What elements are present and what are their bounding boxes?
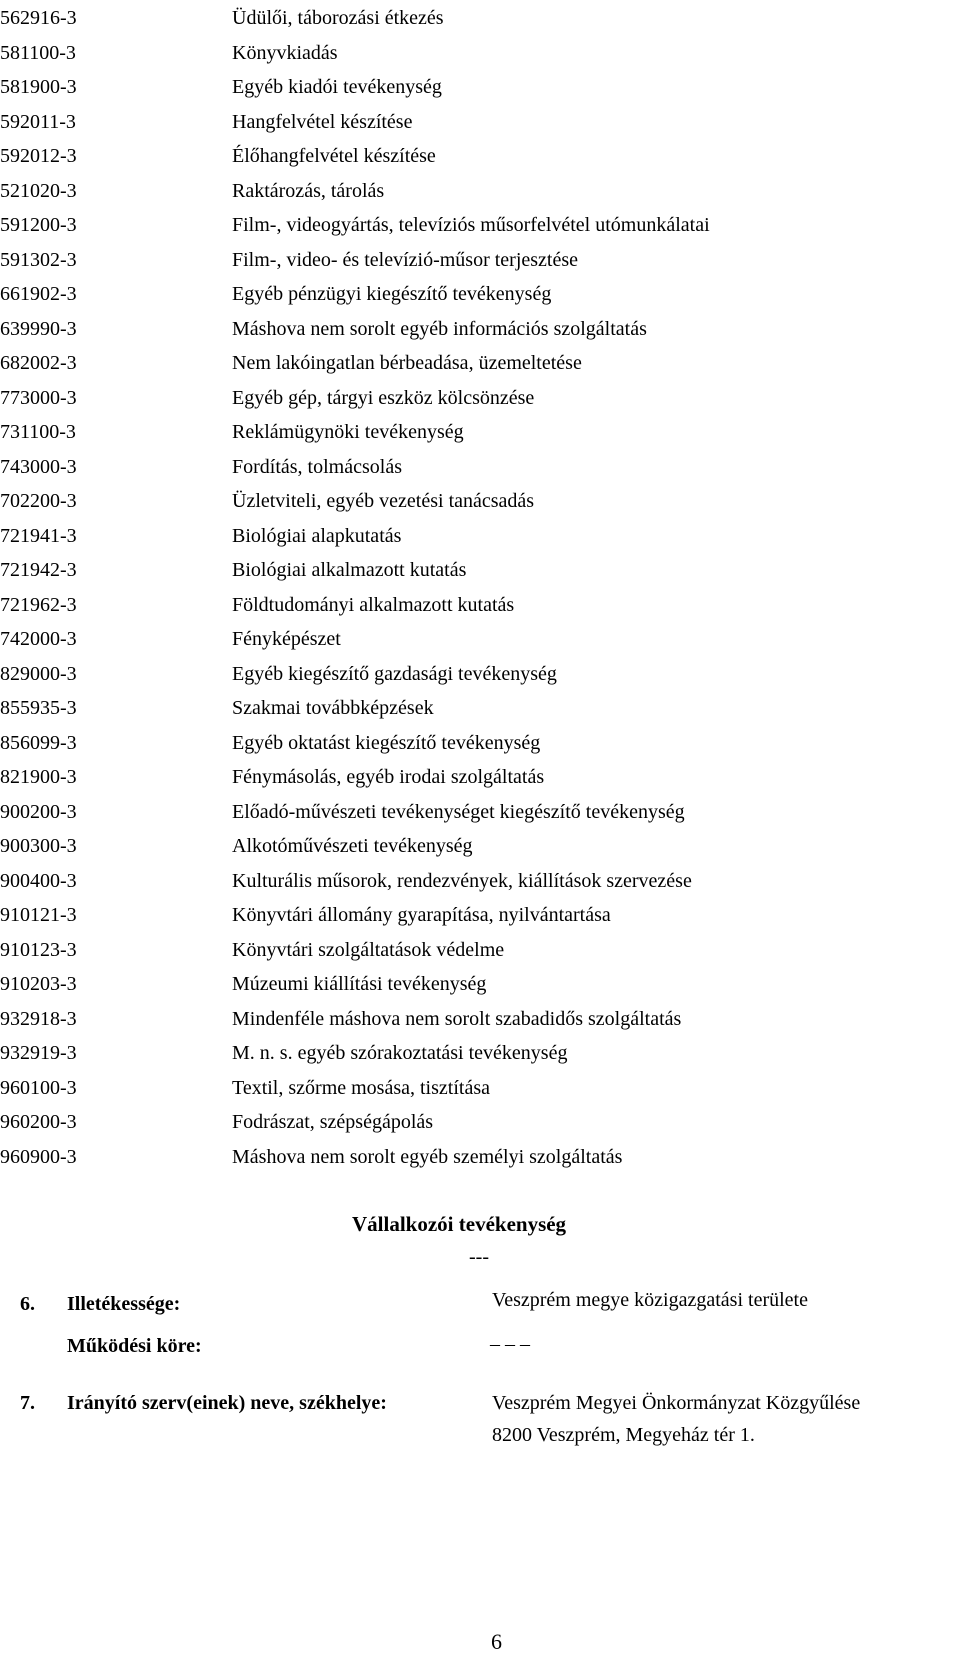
activity-code: 591200-3 [0,214,77,236]
activity-code: 521020-3 [0,179,77,202]
governing-body-name: Veszprém Megyei Önkormányzat Közgyűlése [492,1392,861,1414]
activity-row [0,657,960,691]
activity-description: Szakmai továbbképzések [232,697,434,719]
activity-code: 592012-3 [0,145,77,167]
activity-description: Élőhangfelvétel készítése [232,145,436,167]
activity-row [0,553,960,587]
activity-code: 639990-3 [0,317,77,340]
activity-row [0,208,960,242]
activity-description: Egyéb kiadói tevékenység [232,76,442,98]
activity-description: Földtudományi alkalmazott kutatás [232,593,515,616]
activity-code: 821900-3 [0,766,77,788]
activity-code: 742000-3 [0,628,77,650]
activity-row [0,312,960,346]
jurisdiction-value: Veszprém megye közigazgatási területe [492,1289,808,1311]
activity-code: 960100-3 [0,1076,77,1099]
activity-code: 932919-3 [0,1042,77,1064]
activity-row [0,519,960,553]
activity-description: Máshova nem sorolt egyéb személyi szolgáltatás [232,1145,623,1168]
activity-description: Fodrászat, szépségápolás [232,1111,434,1133]
activity-row [0,415,960,449]
activity-row [0,484,960,518]
activity-code: 682002-3 [0,352,77,374]
activity-row [0,933,960,967]
activity-code: 721941-3 [0,524,77,547]
activity-row [0,1,960,35]
activity-row [0,760,960,794]
activity-row [0,139,960,173]
activity-row [0,726,960,760]
activity-row [0,381,960,415]
activity-description: Raktározás, tárolás [232,179,385,202]
activity-description: Könyvtári szolgáltatások védelme [232,938,505,961]
activity-description: Fénymásolás, egyéb irodai szolgáltatás [232,766,545,788]
activity-row [0,588,960,622]
activity-description: Egyéb kiegészítő gazdasági tevékenység [232,662,557,685]
activity-code: 856099-3 [0,731,77,754]
activity-code: 721962-3 [0,593,77,616]
activity-description: Egyéb gép, tárgyi eszköz kölcsönzése [232,386,535,409]
activity-code: 721942-3 [0,559,77,581]
activity-description: Reklámügynöki tevékenység [232,421,464,443]
activity-code: 960200-3 [0,1111,77,1133]
activity-row [0,1002,960,1036]
activity-row [0,243,960,277]
activity-row [0,1036,960,1070]
activity-row [0,174,960,208]
activity-code: 900300-3 [0,835,77,857]
activity-row [0,898,960,932]
activity-code: 960900-3 [0,1145,77,1168]
activity-row [0,691,960,725]
activity-code: 910123-3 [0,938,77,961]
page-number: 6 [491,1629,502,1654]
activity-row [0,36,960,70]
activity-row [0,1105,960,1139]
activity-description: Hangfelvétel készítése [232,110,413,133]
activity-code: 581900-3 [0,76,77,98]
activity-description: Biológiai alapkutatás [232,524,402,547]
activity-description: Könyvkiadás [232,41,338,64]
activity-row [0,795,960,829]
activity-description: Egyéb oktatást kiegészítő tevékenység [232,731,541,754]
activity-description: Textil, szőrme mosása, tisztítása [232,1076,490,1099]
activity-code: 581100-3 [0,41,76,64]
activity-description: Fordítás, tolmácsolás [232,455,402,478]
activity-description: Film-, videogyártás, televíziós műsorfelvétel utómunkálatai [232,214,710,236]
activity-code: 829000-3 [0,662,77,685]
activity-row [0,105,960,139]
activity-code: 900400-3 [0,869,77,892]
scope-label: Működési köre: [67,1335,202,1357]
activity-row [0,1071,960,1105]
section-6-number: 6. [20,1293,35,1315]
activity-description: Biológiai alkalmazott kutatás [232,559,467,581]
activity-description: Üzletviteli, egyéb vezetési tanácsadás [232,490,535,512]
activity-description: Üdülői, táborozási étkezés [232,7,444,29]
section-heading: Vállalkozói tevékenység [352,1212,567,1236]
activity-row [0,346,960,380]
activity-code: 592011-3 [0,110,76,133]
activity-description: Máshova nem sorolt egyéb információs szolgáltatás [232,317,647,340]
activity-code: 591302-3 [0,248,77,271]
activity-code: 910121-3 [0,904,77,926]
activity-code: 932918-3 [0,1007,77,1030]
activity-row [0,967,960,1001]
section-7-number: 7. [20,1392,35,1414]
activity-code: 900200-3 [0,800,77,823]
activity-description: Előadó-művészeti tevékenységet kiegészítő tevékenység [232,800,685,823]
activity-code: 855935-3 [0,697,77,719]
activity-row [0,622,960,656]
activity-description: Múzeumi kiállítási tevékenység [232,973,487,995]
activity-description: Mindenféle máshova nem sorolt szabadidős szolgáltatás [232,1007,682,1030]
scope-value: – – – [490,1333,530,1355]
activity-row [0,1140,960,1174]
activity-code: 743000-3 [0,455,77,478]
activity-description: Kulturális műsorok, rendezvények, kiállítások szervezése [232,869,692,892]
activity-code: 702200-3 [0,490,77,512]
activity-code: 562916-3 [0,7,77,29]
activity-description: Alkotóművészeti tevékenység [232,835,473,857]
activity-code: 661902-3 [0,283,77,305]
activity-row [0,277,960,311]
activity-code: 773000-3 [0,386,77,409]
activity-description: Könyvtári állomány gyarapítása, nyilvántartása [232,904,611,926]
activity-code: 910203-3 [0,973,77,995]
activity-description: Egyéb pénzügyi kiegészítő tevékenység [232,283,552,305]
entrepreneurial-value: --- [469,1246,489,1268]
activity-code: 731100-3 [0,421,76,443]
governing-body-label: Irányító szerv(einek) neve, székhelye: [67,1392,387,1414]
activity-row [0,864,960,898]
governing-body-address: 8200 Veszprém, Megyeház tér 1. [492,1424,755,1446]
activity-description: Film-, video- és televízió-műsor terjesztése [232,248,579,271]
activity-description: M. n. s. egyéb szórakoztatási tevékenység [232,1042,568,1064]
activity-row [0,829,960,863]
activity-row [0,70,960,104]
jurisdiction-label: Illetékessége: [67,1293,181,1315]
activity-description: Fényképészet [232,628,341,650]
activity-description: Nem lakóingatlan bérbeadása, üzemeltetése [232,352,582,374]
activity-row [0,450,960,484]
